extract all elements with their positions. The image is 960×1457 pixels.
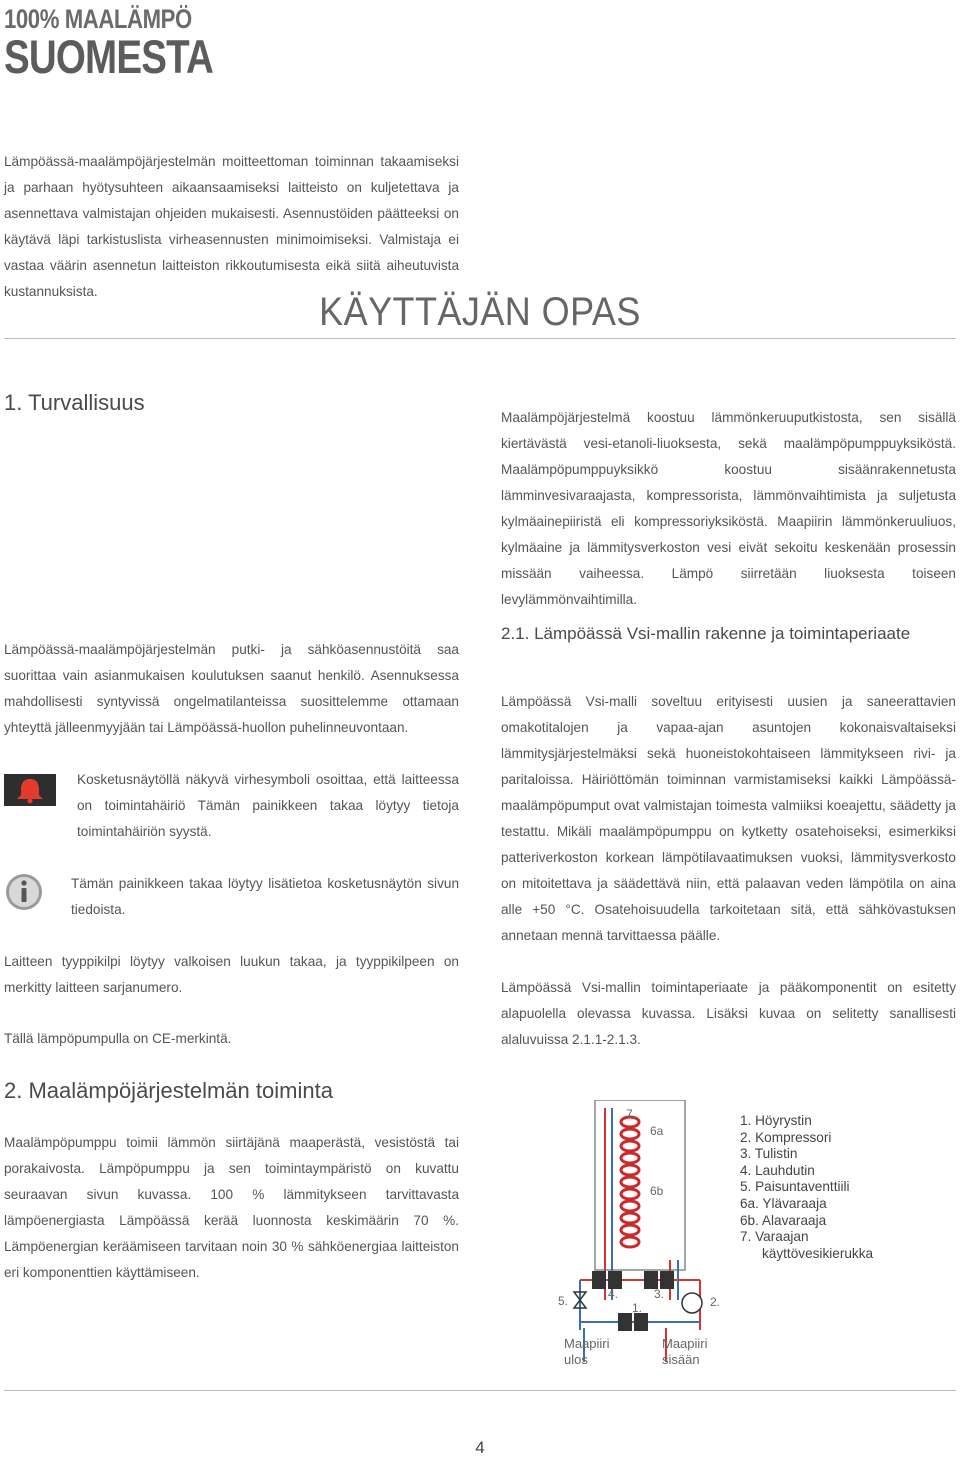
title-divider <box>4 338 956 339</box>
label-4: 4. <box>608 1287 619 1301</box>
legend-item: 6a. Ylävaraaja <box>740 1195 827 1211</box>
evaporator-icon <box>634 1313 648 1331</box>
legend-item: 5. Paisuntaventtiili <box>740 1179 850 1195</box>
label-6b: 6b <box>650 1184 664 1198</box>
right-paragraph1: Maalämpöjärjestelmä koostuu lämmönkeruuputkistosta, sen sisällä kiertävästä vesi-etanoli-liuoksesta, sekä maalämpöpumppuyksiköstä. Maalämpöpumppuyksikkö koostuu sisäänrakennetusta lämminvesivaraajasta, kompressorista, lämmönvaihtimista ja suljetusta kylmäainepiiristä eli kompressoriyksiköstä. Maapiirin lämmönkeruuliuos, kylmäaine ja lämmitysverkoston vesi eivät sekoitu keskenään prosessin missään vaiheessa. Lämpö siirretään liuoksesta toiseen levylämmönvaihtimilla. <box>501 410 956 607</box>
legend-item: 3. Tulistin <box>740 1146 798 1162</box>
section1-paragraph1: Lämpöässä-maalämpöjärjestelmän moitteettoman toiminnan takaamiseksi ja parhaan hyötysuhteen aikaansaamiseksi laitteisto on kuljetettava ja asennettava valmistajan ohjeiden mukaisesti. Asennustöiden päätteeksi on käytävä läpi tarkistuslista virheasennusten minimoimiseksi. Valmistaja ei vastaa väärin asennetun laitteiston rikkoutumisesta eikä siitä aiheutuvista kustannuksista. <box>4 154 459 299</box>
label-6a: 6a <box>650 1124 664 1138</box>
subsection-heading: 2.1. Lämpöässä Vsi-mallin rakenne ja toimintaperiaate <box>501 624 911 643</box>
info-description: Tämän painikkeen takaa löytyy lisätietoa kosketusnäytön sivun tiedoista. <box>71 876 459 917</box>
section1-paragraph2: Lämpöässä-maalämpöjärjestelmän putki- ja sähköasennustöitä saa suorittaa vain asianmukaisen koulutuksen saanut henkilö. Asennuksessa mahdollisesti syntyvissä ongelmatilanteissa suosittelemme ottamaan yhteyttä jälleenmyyjään tai Lämpöässä-huollon puhelinneuvontaan. <box>4 642 459 735</box>
legend-item: 4. Lauhdutin <box>740 1162 815 1178</box>
label-1: 1. <box>632 1301 643 1315</box>
ground-out-label-line2: ulos <box>564 1352 588 1367</box>
ground-in-label-line1: Maapiiri <box>662 1336 708 1351</box>
legend-item: käyttövesikierukka <box>762 1245 874 1261</box>
section1-paragraph3: Laitteen tyyppikilpi löytyy valkoisen luukun takaa, ja tyyppikilpeen on merkitty laitteen sarjanumero. <box>4 954 459 995</box>
ground-out-label-line1: Maapiiri <box>564 1336 610 1351</box>
page-number: 4 <box>475 1438 485 1457</box>
page-title: KÄYTTÄJÄN OPAS <box>319 290 641 334</box>
legend-item: 6b. Alavaraaja <box>740 1212 827 1228</box>
right-paragraph3: Lämpöässä Vsi-mallin toimintaperiaate ja pääkomponentit on esitetty alapuolella olevassa kuvassa. Lisäksi kuvaa on selitetty sanallisesti alaluvuissa 2.1.1-2.1.3. <box>501 980 956 1047</box>
brand-logo <box>4 4 259 83</box>
section2-heading: 2. Maalämpöjärjestelmän toiminta <box>4 1078 333 1103</box>
info-icon <box>4 872 44 912</box>
evaporator-icon <box>618 1313 632 1331</box>
tank-outline <box>595 1100 685 1270</box>
diagram-legend <box>740 1113 873 1262</box>
section2-paragraph1: Maalämpöpumppu toimii lämmön siirtäjänä maaperästä, vesistöstä tai porakaivosta. Lämpöpumppu ja sen toimintaympäristö on kuvattu seuraavan sivun kuvassa. 100 % lämmitykseen tarvittavasta lämpöenergiasta Lämpöässä kerää luonnosta keskimäärin 70 %. Lämpöenergian keräämiseen tarvitaan noin 30 % sähköenergiaa laitteiston eri komponenttien käyttämiseen. <box>4 1135 459 1280</box>
label-3: 3. <box>654 1287 665 1301</box>
section1-paragraph4: Tällä lämpöpumpulla on CE-merkintä. <box>4 1031 232 1046</box>
brand-line1: 100% MAALÄMPÖ <box>4 4 192 34</box>
legend-item: 1. Höyrystin <box>740 1113 812 1128</box>
alarm-bell-icon <box>4 774 56 806</box>
alarm-description: Kosketusnäytöllä näkyvä virhesymboli osoittaa, että laitteessa on toimintahäiriö Tämän painikkeen takaa löytyy tietoja toimintahäiriön syystä. <box>77 772 459 839</box>
heat-pump-diagram <box>550 1100 730 1375</box>
brand-line2: SUOMESTA <box>4 30 213 83</box>
ground-in-label-line2: sisään <box>662 1352 700 1367</box>
right-paragraph2: Lämpöässä Vsi-malli soveltuu erityisesti uusien ja saneerattavien omakotitalojen ja vapaa-ajan asuntojen kokonaisvaltaiseksi lämmitysjärjestelmäksi sekä huoneistokohtaiseen lämmitykseen rivi- ja paritaloissa. Häiriöttömän toiminnan varmistamiseksi kaikki Lämpöässä-maalämpöpumput ovat valmistajan toimesta valmiiksi koeajettu, säädetty ja testattu. Mikäli maalämpöpumppu on kytketty osatehoiseksi, esimerkiksi patteriverkoston korkean lämpötilavaatimuksen vuoksi, lämmitysverkosto on mitoitettava ja säädettävä niin, että palaavan veden lämpötila on aina alle +50 °C. Osatehoisuudella tarkoitetaan sitä, että sähkövastuksen annetaan mennä tarvittaessa päälle. <box>501 694 956 943</box>
label-5: 5. <box>558 1294 569 1308</box>
label-7: 7. <box>626 1107 637 1121</box>
legend-item: 2. Kompressori <box>740 1129 832 1145</box>
section1-heading: 1. Turvallisuus <box>4 390 145 415</box>
compressor-icon <box>682 1293 702 1313</box>
legend-item: 7. Varaajan <box>740 1229 809 1245</box>
footer-divider <box>4 1390 956 1391</box>
heat-exchanger-icon <box>592 1271 606 1289</box>
label-2: 2. <box>710 1295 721 1309</box>
